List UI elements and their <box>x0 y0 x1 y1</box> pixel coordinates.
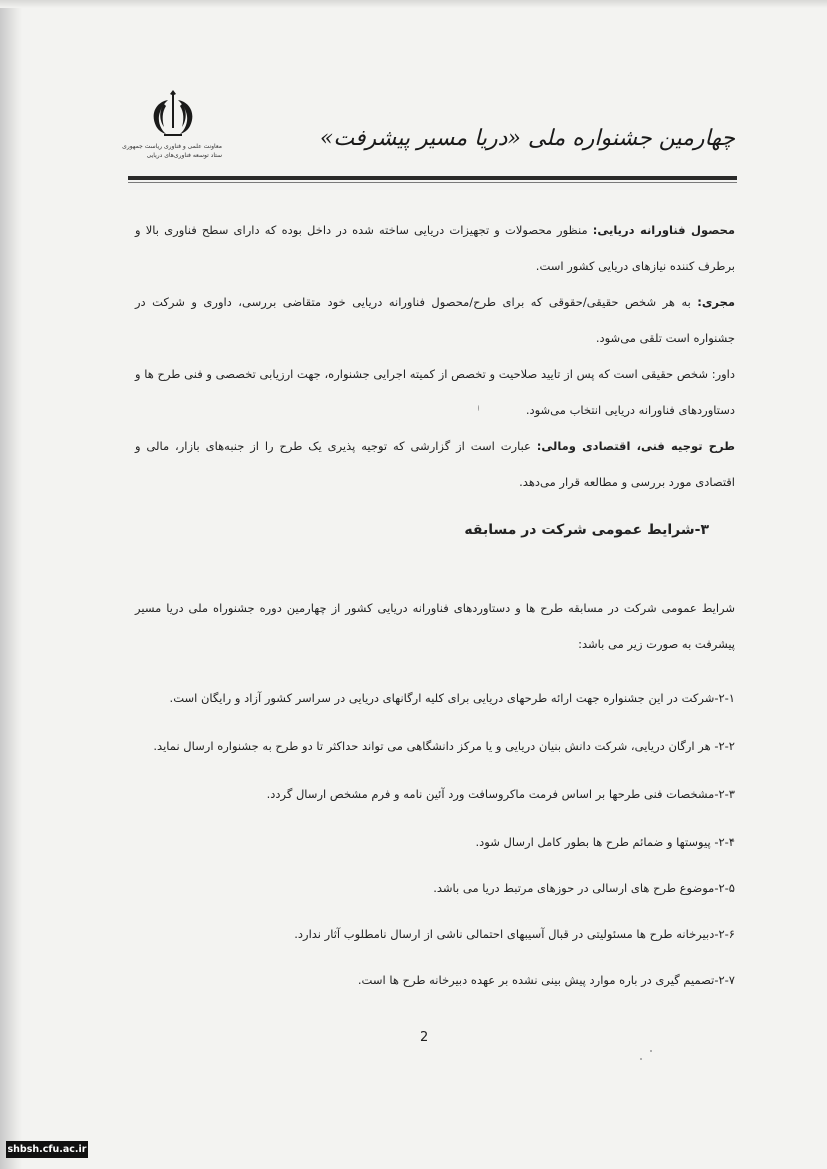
condition-item: ۲-۴- پیوستها و ضمائم طرح ها بطور کامل ارسال شود. <box>475 835 735 849</box>
scan-speck <box>640 1058 642 1060</box>
definition-text: عبارت است از گزارشی که توجیه پذیری یک طرح را از جنبه‌های بازار، مالی و اقتصادی مورد بررسی و مطالعه قرار می‌دهد. <box>135 439 735 489</box>
header-divider-thin <box>128 182 737 183</box>
section-intro: شرایط عمومی شرکت در مسابقه طرح ها و دستاوردهای فناورانه دریایی کشور از چهارمین دوره جشنوراه ملی دریا مسیر پیشرفت به صورت زیر می باشد: <box>135 601 735 651</box>
emblem-caption <box>122 142 222 160</box>
site-watermark: shbsh.cfu.ac.ir <box>6 1141 88 1158</box>
definition-product <box>135 212 735 284</box>
condition-item: ۲-۶-دبیرخانه طرح ها مسئولیتی در قبال آسیبهای احتمالی ناشی از ارسال نامطلوب آثار ندارد. <box>294 927 735 941</box>
definition-feasibility <box>135 428 735 500</box>
scan-top-edge <box>0 0 827 8</box>
definition-executor <box>135 284 735 356</box>
header-divider <box>128 176 737 180</box>
definition-referee <box>135 356 735 428</box>
condition-item: ۲-۱-شرکت در این جشنواره جهت ارائه طرحهای دریایی برای کلیه ارگانهای دریایی در سراسر کشور آزاد و رایگان است. <box>169 691 735 705</box>
emblem-caption-line-1: معاونت علمی و فناوری ریاست جمهوری <box>122 143 222 150</box>
scan-left-edge <box>0 0 22 1169</box>
scan-speck <box>650 1050 652 1052</box>
condition-item: ۲-۷-تصمیم گیری در باره موارد پیش بینی نشده بر عهده دبیرخانه طرح ها است. <box>357 973 735 987</box>
emblem-caption-line-2: ستاد توسعه فناوری‌های دریایی <box>146 152 222 159</box>
iran-emblem-icon <box>138 84 208 142</box>
page-number: 2 <box>420 1030 429 1045</box>
definition-term: مجری: <box>697 295 735 309</box>
definition-term: طرح توجیه فنی، اقتصادی ومالی: <box>536 439 735 453</box>
condition-item: ۲-۵-موضوع طرح های ارسالی در حوزهای مرتبط دریا می باشد. <box>433 881 735 895</box>
section-heading: ۳-شرایط عمومی شرکت در مسابقه <box>464 522 709 538</box>
definition-text: منظور محصولات و تجهیزات دریایی ساخته شده در داخل بوده که دارای سطح فناوری بالا و برطرف کننده نیازهای دریایی کشور است. <box>135 223 735 273</box>
condition-item: ۲-۳-مشخصات فنی طرحها بر اساس فرمت ماکروسافت ورد آئین نامه و فرم مشخص ارسال گردد. <box>266 787 735 801</box>
definition-term: محصول فناورانه دریایی: <box>592 223 735 237</box>
scan-speck <box>478 405 479 411</box>
definition-text: داور: شخص حقیقی است که پس از تایید صلاحیت و تخصص از کمیته اجرایی جشنواره، جهت ارزیابی تخصصی و فنی طرح ها و دستاوردهای فناورانه دریایی انتخاب می‌شود. <box>135 367 735 417</box>
festival-title: چهارمین جشنواره ملی «دریا مسیر پیشرفت» <box>319 126 735 151</box>
definition-text: به هر شخص حقیقی/حقوقی که برای طرح/محصول فناورانه دریایی خود متقاضی بررسی، داوری و شرکت در جشنواره است تلقی می‌شود. <box>135 295 735 345</box>
condition-item: ۲-۲- هر ارگان دریایی، شرکت دانش بنیان دریایی و یا مرکز دانشگاهی می تواند حداکثر تا دو طرح به جشنواره ارسال نماید. <box>153 739 735 753</box>
